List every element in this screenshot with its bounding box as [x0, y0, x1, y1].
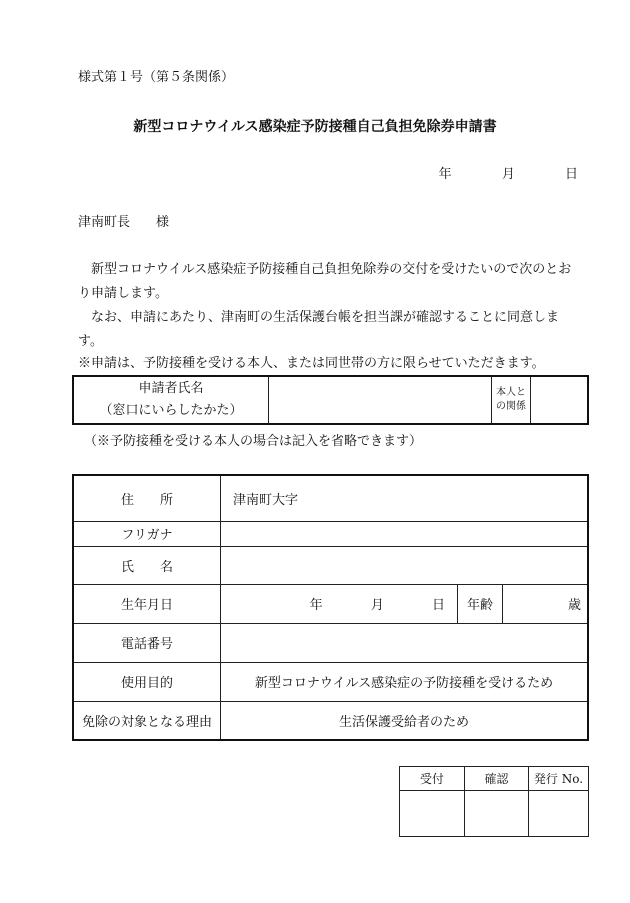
- phone-label: 電話番号: [73, 623, 221, 662]
- relation-label-line1: 本人と: [496, 387, 526, 398]
- issue-no-cell[interactable]: [529, 791, 589, 837]
- furigana-field[interactable]: [221, 521, 589, 546]
- age-field[interactable]: [503, 584, 589, 623]
- dob-field[interactable]: [221, 584, 458, 623]
- body-paragraph-2: なお、申請にあたり、津南町の生活保護台帳を担当課が確認することに同意します。: [78, 310, 560, 349]
- applicant-label-line2: （窓口にいらしたかた）: [99, 403, 243, 418]
- age-unit: 歳: [567, 598, 581, 613]
- reason-value: 生活保護受給者のため: [221, 701, 589, 740]
- dob-month: 月: [370, 598, 384, 613]
- address-field[interactable]: 津南町大字: [221, 475, 589, 521]
- date-year: 年: [438, 167, 452, 182]
- furigana-label: フリガナ: [73, 521, 221, 546]
- confirmed-header: 確認: [465, 767, 529, 791]
- name-field[interactable]: [221, 546, 589, 584]
- issue-no-header: 発行 No.: [529, 767, 589, 791]
- applicant-name-label: [73, 376, 269, 424]
- relation-label: [492, 376, 531, 424]
- form-title: 新型コロナウイルス感染症予防接種自己負担免除券申請書: [133, 119, 497, 135]
- relation-field[interactable]: [531, 376, 589, 424]
- reason-label: 免除の対象となる理由: [73, 701, 221, 740]
- dob-year: 年: [309, 598, 323, 613]
- relation-label-line2: の関係: [496, 401, 526, 412]
- purpose-value: 新型コロナウイルス感染症の予防接種を受けるため: [221, 662, 589, 701]
- date-line: [439, 163, 578, 182]
- received-header: 受付: [400, 767, 465, 791]
- dob-label: 生年月日: [73, 584, 221, 623]
- name-label: 氏 名: [73, 546, 221, 584]
- date-month: 月: [501, 167, 515, 182]
- notice: ※申請は、予防接種を受ける本人、または同世帯の方に限らせていただきます。: [78, 356, 545, 371]
- purpose-label: 使用目的: [73, 662, 221, 701]
- address-label: 住 所: [73, 475, 221, 521]
- received-stamp-cell[interactable]: [400, 791, 465, 837]
- office-use-table: [399, 766, 589, 837]
- age-label: 年齢: [458, 584, 503, 623]
- body-text: [78, 258, 583, 354]
- body-paragraph-1: 新型コロナウイルス感染症予防接種自己負担免除券の交付を受けたいので次のとおり申請します。: [78, 262, 572, 301]
- applicant-name-field[interactable]: [269, 376, 492, 424]
- applicant-label-line1: 申請者氏名: [138, 381, 204, 396]
- applicant-table: [72, 375, 589, 425]
- confirmed-stamp-cell[interactable]: [465, 791, 529, 837]
- dob-day: 日: [431, 598, 445, 613]
- addressee: 津南町長 様: [78, 215, 170, 230]
- form-number: 様式第１号（第５条関係）: [78, 70, 235, 85]
- date-day: 日: [564, 167, 578, 182]
- main-table: [72, 474, 589, 741]
- phone-field[interactable]: [221, 623, 589, 662]
- applicant-note: （※予防接種を受ける本人の場合は記入を省略できます）: [84, 434, 423, 449]
